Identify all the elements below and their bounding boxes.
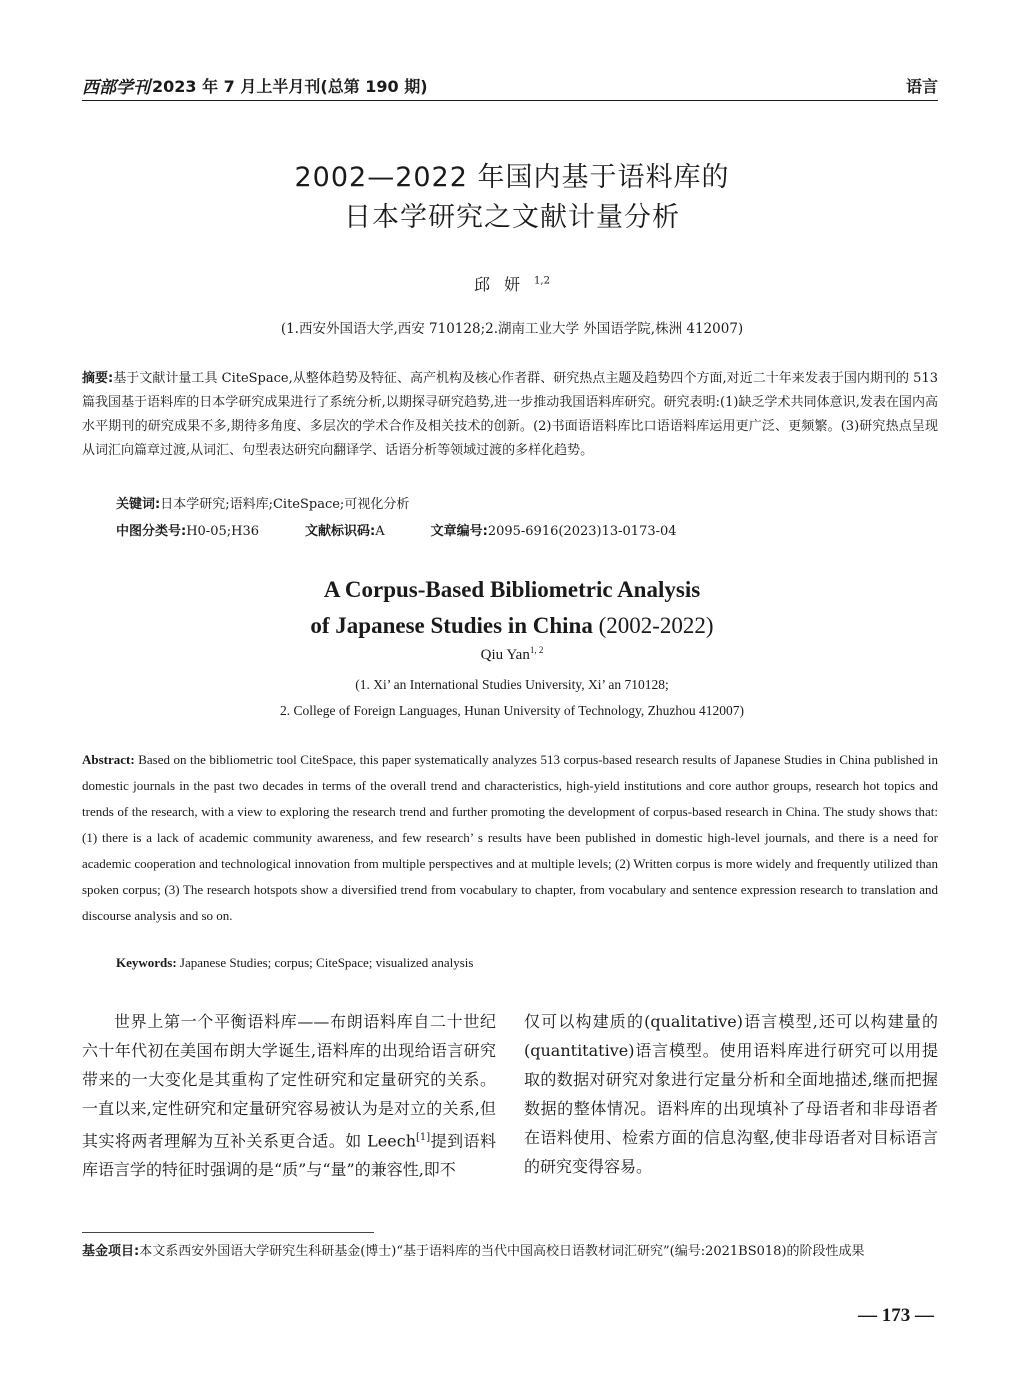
fund-text: 本文系西安外国语大学研究生科研基金(博士)“基于语料库的当代中国高校日语教材词汇研究”(编号:2021BS018)的阶段性成果 [139, 1244, 865, 1259]
body-text [82, 1007, 938, 1184]
classification-line [116, 520, 723, 539]
abstract-label: 摘要: [82, 371, 114, 386]
english-author [0, 645, 1024, 664]
chinese-affiliation: (1.西安外国语大学,西安 710128;2.湖南工业大学 外国语学院,株洲 412007) [280, 321, 744, 337]
document-code [305, 520, 385, 539]
english-keywords [116, 955, 473, 971]
running-header [82, 72, 938, 98]
body-column-right [524, 1007, 938, 1184]
english-affiliation [0, 672, 1024, 724]
article-no-value: 2095-6916(2023)13-0173-04 [487, 524, 677, 539]
journal-logo: 西部学刊 [82, 77, 150, 98]
clc-number [116, 520, 259, 539]
author-affiliation-marker: 1,2 [534, 275, 550, 287]
english-keywords-label: Keywords: [116, 955, 177, 970]
header-rule [82, 100, 938, 101]
keywords-text: 日本学研究;语料库;CiteSpace;可视化分析 [160, 497, 410, 512]
chinese-title [0, 158, 1024, 238]
page-number: — 173 — [858, 1305, 934, 1326]
footnote-rule [82, 1232, 374, 1233]
chinese-abstract [82, 367, 938, 463]
english-author-marker: 1, 2 [529, 645, 544, 655]
english-author-name: Qiu Yan [480, 647, 530, 663]
body-column-left [82, 1007, 496, 1184]
article-no-label: 文章编号: [430, 524, 488, 539]
author-name: 邱妍 [474, 275, 535, 294]
english-abstract-text: Based on the bibliometric tool CiteSpace, this paper systematically analyzes 513 corpus-based research results of Japanese Studies in China published in domestic journals in the past two decades in terms of the overall trend and characteristics, high-yield institutions and core author groups, research hot topics and trends of the research, with a view to exploring the research trend and further promoting the development of corpus-based research in China. The study shows that: (1) there is a lack of academic community awareness, and few research’ s results have been published in domestic high-level journals, and there is a need for academic cooperation and technological innovation from multiple perspectives and at multiple levels; (2) Written corpus is more widely and frequently utilized than spoken corpus; (3) The research hotspots show a diversified trend from vocabulary to chapter, from vocabulary and sentence expression research to translation and discourse analysis and so on. [82, 752, 939, 923]
english-abstract-label: Abstract: [82, 752, 135, 767]
section-name: 语言 [905, 76, 938, 96]
article-number [431, 520, 677, 539]
issue-info: 2023 年 7 月上半月刊(总第 190 期) [152, 76, 428, 96]
doc-code-label: 文献标识码: [305, 524, 376, 539]
chinese-title-line-2: 日本学研究之文献计量分析 [344, 202, 680, 233]
body-left-text-b: 提到语料库语言学的特征时强调的是“质”与“量”的兼容性,即不 [82, 1131, 496, 1180]
fund-label: 基金项目: [82, 1244, 140, 1259]
body-left-text-a: 世界上第一个平衡语料库——布朗语料库自二十世纪六十年代初在美国布朗大学诞生,语料库的出现给语言研究带来的一大变化是其重构了定性研究和定量研究的关系。一直以来,定性研究和定量研究容易被认为是对立的关系,但其实将两者理解为互补关系更合适。如 Leech [82, 1012, 496, 1151]
chinese-author [0, 272, 1024, 295]
english-title [0, 572, 1024, 644]
clc-value: H0-05;H36 [186, 524, 260, 539]
abstract-text: 基于文献计量工具 CiteSpace,从整体趋势及特征、高产机构及核心作者群、研究热点主题及趋势四个方面,对近二十年来发表于国内期刊的 513 篇我国基于语料库的日本学研究成果进行了系统分析,以期探寻研究趋势,进一步推动我国语料库研究。研究表明:(1)缺乏学术共同体意识,发表在国内高水平期刊的研究成果不多,期待多角度、多层次的学术合作及相关技术的创新。(2)书面语语料库比口语语料库运用更广泛、更频繁。(3)研究热点呈现从词汇向篇章过渡,从词汇、句型表达研究向翻译学、话语分析等领域过渡的多样化趋势。 [82, 371, 938, 458]
citation-marker: [1] [416, 1132, 431, 1143]
chinese-title-line-1: 2002—2022 年国内基于语料库的 [294, 162, 730, 193]
english-affiliation-line-1: (1. Xi’ an International Studies University, Xi’ an 710128; [355, 677, 669, 692]
english-abstract [82, 747, 938, 929]
english-affiliation-line-2: 2. College of Foreign Languages, Hunan University of Technology, Zhuzhou 412007) [280, 703, 744, 718]
funding-footnote [82, 1240, 938, 1264]
doc-code-value: A [375, 524, 385, 539]
body-right-text: 仅可以构建质的(qualitative)语言模型,还可以构建量的(quantitative)语言模型。使用语料库进行研究可以用提取的数据对研究对象进行定量分析和全面地描述,继而把握数据的整体情况。语料库的出现填补了母语者和非母语者在语料使用、检索方面的信息沟壑,使非母语者对目标语言的研究变得容易。 [524, 1012, 938, 1176]
clc-label: 中图分类号: [116, 524, 187, 539]
english-title-line-2: of Japanese Studies in China [310, 613, 593, 638]
english-title-line-1: A Corpus-Based Bibliometric Analysis [323, 577, 701, 602]
english-keywords-text: Japanese Studies; corpus; CiteSpace; visualized analysis [179, 955, 474, 970]
chinese-keywords [116, 493, 409, 512]
keywords-label: 关键词: [116, 497, 161, 512]
english-title-years: (2002-2022) [598, 613, 714, 638]
